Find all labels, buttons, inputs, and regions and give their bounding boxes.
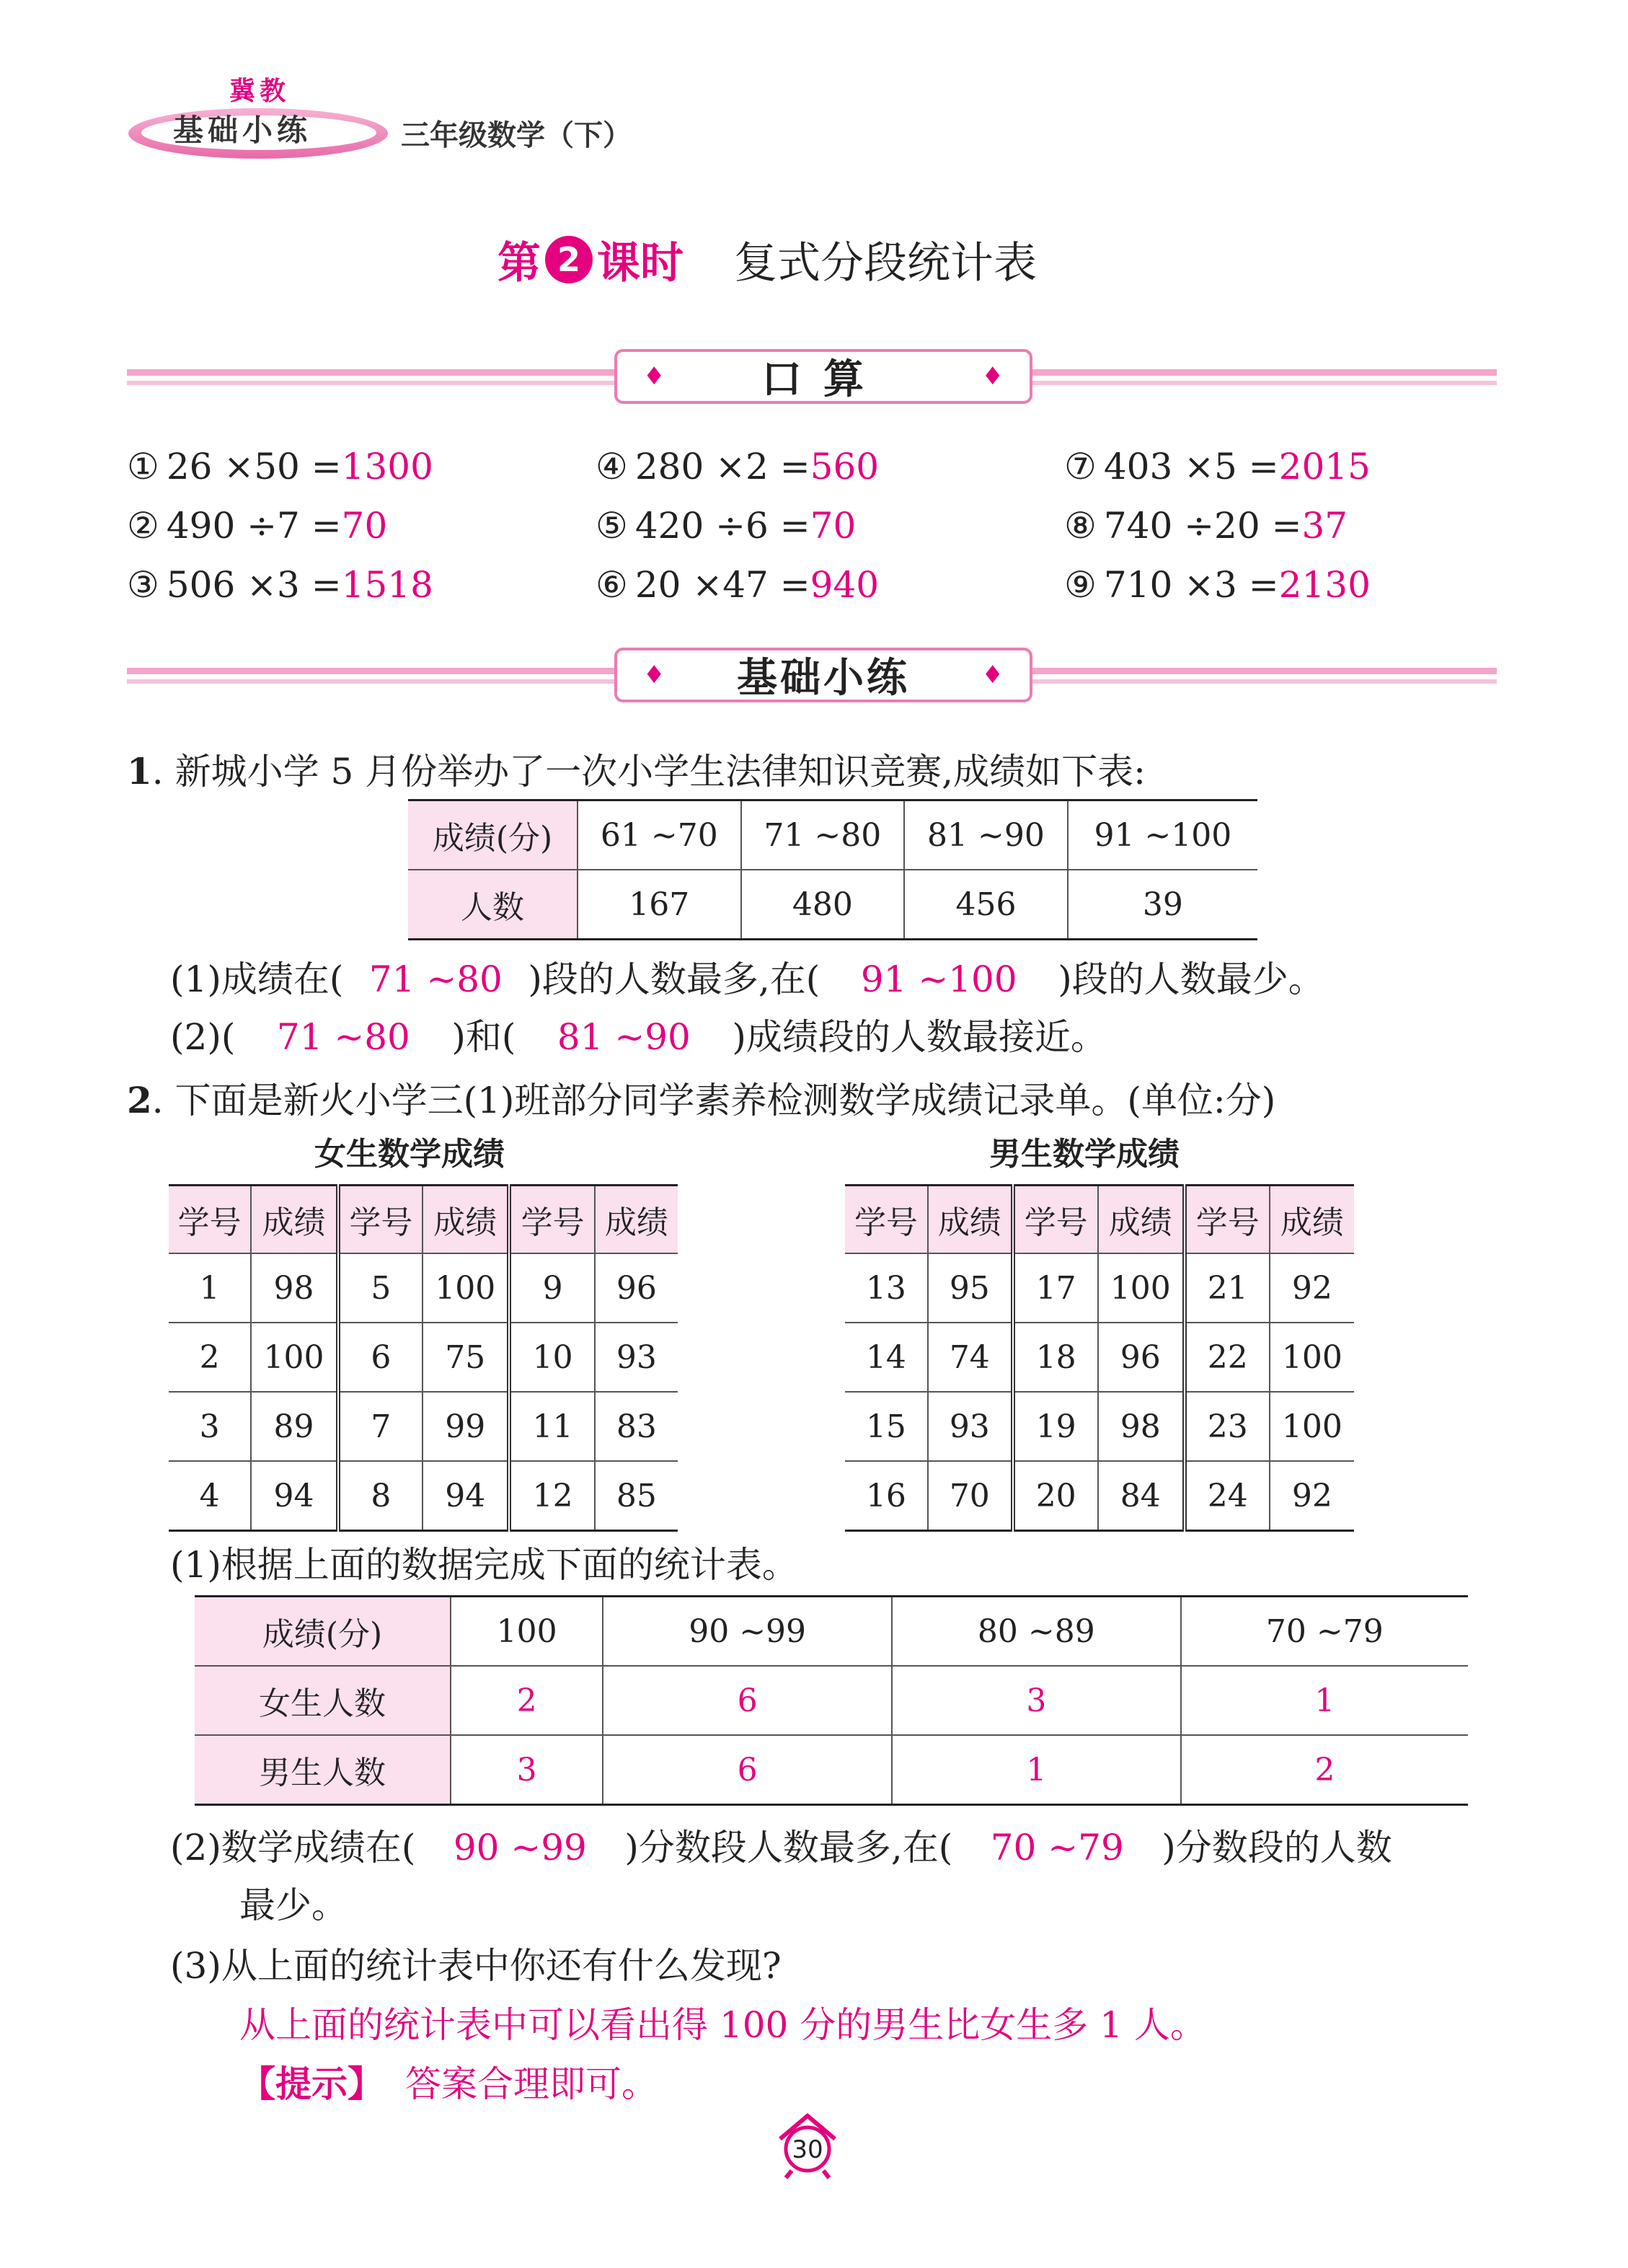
student-id-cell: 4 bbox=[169, 1461, 251, 1531]
column-header: 成绩 bbox=[423, 1186, 509, 1254]
column-header: 学号 bbox=[1013, 1186, 1098, 1254]
table-row bbox=[845, 1323, 1354, 1392]
score-cell: 98 bbox=[1098, 1392, 1185, 1461]
lesson-number-badge: 2 bbox=[545, 236, 593, 283]
table-header-row bbox=[845, 1186, 1354, 1254]
column-header: 学号 bbox=[169, 1186, 251, 1254]
diamond-icon: ♦ bbox=[981, 661, 1004, 689]
row-header-count: 人数 bbox=[408, 870, 578, 940]
table-row bbox=[195, 1735, 1468, 1805]
lesson-title: 复式分段统计表 bbox=[734, 238, 1037, 288]
expression: 490 ÷7 = bbox=[166, 505, 342, 547]
row-header-score: 成绩(分) bbox=[408, 800, 578, 870]
page-number-badge bbox=[773, 2110, 842, 2179]
table-row bbox=[169, 1253, 678, 1323]
column-header: 成绩 bbox=[928, 1186, 1013, 1254]
score-cell: 96 bbox=[1098, 1323, 1185, 1392]
sub-text: )分数段人数最多,在( bbox=[624, 1827, 953, 1868]
score-cell: 92 bbox=[1270, 1253, 1354, 1323]
diamond-icon: ♦ bbox=[981, 362, 1004, 391]
range-cell: 100 bbox=[451, 1597, 603, 1667]
answer-cell: 2 bbox=[1314, 1751, 1335, 1788]
answer: 2015 bbox=[1278, 446, 1371, 487]
table-row bbox=[408, 870, 1257, 940]
student-id-cell: 11 bbox=[509, 1392, 594, 1461]
question-1-text bbox=[127, 743, 1146, 795]
table-row bbox=[845, 1392, 1354, 1461]
question-2-sub1: (1)根据上面的数据完成下面的统计表。 bbox=[170, 1544, 798, 1586]
score-cell: 100 bbox=[423, 1253, 509, 1323]
score-cell: 93 bbox=[595, 1323, 678, 1392]
item-number: ① bbox=[127, 446, 159, 487]
oral-calc-item bbox=[1064, 505, 1348, 547]
brand-label: 基础小练 bbox=[173, 112, 312, 148]
range-cell: 91 ~100 bbox=[1068, 800, 1257, 870]
answer-blank: 91 ~100 bbox=[860, 958, 1017, 1000]
item-number: ⑨ bbox=[1064, 564, 1097, 606]
student-id-cell: 1 bbox=[169, 1253, 251, 1323]
expression: 20 ×47 = bbox=[634, 564, 810, 606]
table-row bbox=[169, 1392, 678, 1461]
sub-text: (2)( bbox=[170, 1016, 236, 1058]
item-number: ⑥ bbox=[596, 564, 628, 606]
count-cell: 480 bbox=[741, 870, 905, 940]
count-cell: 456 bbox=[904, 870, 1068, 940]
expression: 26 ×50 = bbox=[166, 446, 342, 487]
student-id-cell: 19 bbox=[1013, 1392, 1098, 1461]
row-header-boys: 男生人数 bbox=[195, 1735, 451, 1805]
answer-blank: 71 ~80 bbox=[368, 958, 503, 1000]
range-cell: 70 ~79 bbox=[1181, 1597, 1468, 1667]
boys-table-caption: 男生数学成绩 bbox=[989, 1136, 1180, 1173]
score-cell: 84 bbox=[1098, 1461, 1185, 1531]
table-row bbox=[845, 1461, 1354, 1531]
answer-cell: 6 bbox=[603, 1666, 892, 1735]
table-header-row bbox=[169, 1186, 678, 1254]
student-id-cell: 13 bbox=[845, 1253, 928, 1323]
student-id-cell: 23 bbox=[1185, 1392, 1270, 1461]
section-title-oral: 口算 bbox=[761, 356, 885, 403]
table-row bbox=[195, 1597, 1468, 1667]
oral-calc-item bbox=[127, 564, 433, 606]
student-id-cell: 21 bbox=[1185, 1253, 1270, 1323]
score-cell: 70 bbox=[928, 1461, 1013, 1531]
expression: 403 ×5 = bbox=[1103, 446, 1279, 487]
boys-score-table bbox=[845, 1184, 1354, 1532]
section-title-basic: 基础小练 bbox=[737, 655, 910, 702]
expression: 506 ×3 = bbox=[166, 564, 342, 606]
student-id-cell: 17 bbox=[1013, 1253, 1098, 1323]
student-id-cell: 18 bbox=[1013, 1323, 1098, 1392]
oral-calc-item bbox=[127, 505, 387, 547]
item-number: ⑤ bbox=[596, 505, 628, 547]
score-cell: 100 bbox=[1098, 1253, 1185, 1323]
expression: 420 ÷6 = bbox=[634, 505, 810, 547]
answer-cell: 2 bbox=[451, 1666, 603, 1735]
student-id-cell: 9 bbox=[509, 1253, 594, 1323]
summary-stat-table bbox=[195, 1595, 1468, 1806]
student-id-cell: 15 bbox=[845, 1392, 928, 1461]
answer-cell: 1 bbox=[1181, 1666, 1468, 1735]
student-id-cell: 5 bbox=[338, 1253, 423, 1323]
table-row bbox=[195, 1666, 1468, 1735]
sub-text: )段的人数最少。 bbox=[1058, 958, 1324, 1000]
table-row bbox=[169, 1323, 678, 1392]
expression: 710 ×3 = bbox=[1103, 564, 1279, 606]
lesson-prefix: 第 bbox=[497, 238, 541, 288]
score-cell: 95 bbox=[928, 1253, 1013, 1323]
column-header: 学号 bbox=[845, 1186, 928, 1254]
column-header: 成绩 bbox=[251, 1186, 337, 1254]
answer-cell: 6 bbox=[603, 1735, 892, 1805]
score-cell: 83 bbox=[595, 1392, 678, 1461]
competition-table bbox=[408, 799, 1257, 940]
answer: 560 bbox=[810, 446, 880, 487]
hint-text: 答案合理即可。 bbox=[405, 2063, 658, 2105]
sub-text: (1)成绩在( bbox=[170, 958, 344, 1000]
answer: 70 bbox=[810, 505, 857, 547]
item-number: ⑧ bbox=[1064, 505, 1097, 547]
score-cell: 100 bbox=[251, 1323, 337, 1392]
oral-calc-item bbox=[1064, 564, 1371, 606]
question-1-sub2 bbox=[170, 1008, 1107, 1060]
section-banner-oral bbox=[127, 349, 1497, 408]
answer: 1518 bbox=[341, 564, 433, 606]
question-2-text bbox=[127, 1072, 1275, 1124]
section-banner-basic bbox=[127, 648, 1497, 707]
question-2-body: . 下面是新火小学三(1)班部分同学素养检测数学成绩记录单。(单位:分) bbox=[151, 1080, 1276, 1121]
table-row bbox=[845, 1253, 1354, 1323]
column-header: 成绩 bbox=[1270, 1186, 1354, 1254]
girls-score-table bbox=[169, 1184, 678, 1532]
student-id-cell: 2 bbox=[169, 1323, 251, 1392]
student-id-cell: 8 bbox=[338, 1461, 423, 1531]
girls-table-caption: 女生数学成绩 bbox=[314, 1136, 505, 1173]
count-cell: 39 bbox=[1142, 886, 1183, 923]
oral-calc-item bbox=[127, 446, 433, 487]
score-cell: 98 bbox=[251, 1253, 337, 1323]
score-cell: 75 bbox=[423, 1323, 509, 1392]
answer: 1300 bbox=[341, 446, 433, 487]
answer-blank: 81 ~90 bbox=[557, 1016, 691, 1058]
column-header: 成绩 bbox=[1098, 1186, 1185, 1254]
item-number: ② bbox=[127, 505, 159, 547]
sub-text: )成绩段的人数最接近。 bbox=[732, 1016, 1107, 1058]
range-cell: 80 ~89 bbox=[892, 1597, 1181, 1667]
oral-calc-item bbox=[596, 564, 879, 606]
answer-cell: 3 bbox=[451, 1735, 603, 1805]
question-2-answer: 从上面的统计表中可以看出得 100 分的男生比女生多 1 人。 bbox=[239, 2004, 1206, 2046]
page-number: 30 bbox=[792, 2135, 823, 2164]
diamond-icon: ♦ bbox=[643, 661, 665, 689]
table-row bbox=[169, 1461, 678, 1531]
student-id-cell: 7 bbox=[338, 1392, 423, 1461]
sub-text: )和( bbox=[451, 1016, 516, 1058]
score-cell: 74 bbox=[928, 1323, 1013, 1392]
expression: 280 ×2 = bbox=[634, 446, 810, 487]
row-header-score: 成绩(分) bbox=[195, 1597, 451, 1667]
score-cell: 94 bbox=[423, 1461, 509, 1531]
column-header: 成绩 bbox=[595, 1186, 678, 1254]
publisher-label: 冀教 bbox=[229, 76, 291, 106]
oral-calc-item bbox=[596, 505, 856, 547]
score-cell: 93 bbox=[928, 1392, 1013, 1461]
range-cell: 90 ~99 bbox=[603, 1597, 892, 1667]
student-id-cell: 14 bbox=[845, 1323, 928, 1392]
range-cell: 71 ~80 bbox=[741, 800, 905, 870]
oral-calc-item bbox=[596, 446, 879, 487]
answer-blank: 70 ~79 bbox=[990, 1827, 1124, 1868]
sub-text: (2)数学成绩在( bbox=[170, 1827, 416, 1868]
student-id-cell: 3 bbox=[169, 1392, 251, 1461]
score-cell: 100 bbox=[1270, 1323, 1354, 1392]
column-header: 学号 bbox=[509, 1186, 594, 1254]
answer-cell: 3 bbox=[892, 1666, 1181, 1735]
question-1-sub1 bbox=[170, 950, 1324, 1002]
range-cell: 81 ~90 bbox=[904, 800, 1068, 870]
question-2-sub2 bbox=[170, 1819, 1392, 1871]
question-1-body: . 新城小学 5 月份举办了一次小学生法律知识竞赛,成绩如下表: bbox=[151, 751, 1146, 793]
student-id-cell: 16 bbox=[845, 1461, 928, 1531]
row-header-girls: 女生人数 bbox=[195, 1666, 451, 1735]
count-cell: 167 bbox=[578, 870, 741, 940]
grade-label: 三年级数学（下） bbox=[401, 119, 632, 152]
student-id-cell: 20 bbox=[1013, 1461, 1098, 1531]
score-cell: 89 bbox=[251, 1392, 337, 1461]
item-number: ⑦ bbox=[1064, 446, 1097, 487]
student-id-cell: 22 bbox=[1185, 1323, 1270, 1392]
question-1-number: 1 bbox=[127, 750, 152, 793]
hint-label: 【提示】 bbox=[239, 2063, 384, 2105]
answer-cell: 1 bbox=[892, 1735, 1181, 1805]
answer: 70 bbox=[341, 505, 388, 547]
column-header: 学号 bbox=[338, 1186, 423, 1254]
student-id-cell: 24 bbox=[1185, 1461, 1270, 1531]
score-cell: 100 bbox=[1270, 1392, 1354, 1461]
answer-blank: 90 ~99 bbox=[453, 1827, 587, 1868]
answer-blank: 71 ~80 bbox=[276, 1016, 410, 1058]
range-cell: 61 ~70 bbox=[578, 800, 741, 870]
student-id-cell: 12 bbox=[509, 1461, 594, 1531]
hint-line bbox=[239, 2055, 658, 2107]
answer: 2130 bbox=[1278, 564, 1371, 606]
diamond-icon: ♦ bbox=[643, 362, 665, 391]
item-number: ③ bbox=[127, 564, 159, 606]
answer: 37 bbox=[1301, 505, 1348, 547]
sub-text: )段的人数最多,在( bbox=[528, 958, 820, 1000]
question-2-sub2-cont: 最少。 bbox=[239, 1884, 348, 1926]
student-id-cell: 6 bbox=[338, 1323, 423, 1392]
score-cell: 85 bbox=[616, 1477, 657, 1514]
sub-text: )分数段的人数 bbox=[1162, 1827, 1392, 1868]
item-number: ④ bbox=[596, 446, 628, 487]
question-2-number: 2 bbox=[127, 1079, 152, 1121]
answer: 940 bbox=[810, 564, 880, 606]
lesson-suffix: 课时 bbox=[597, 238, 684, 288]
score-cell: 96 bbox=[595, 1253, 678, 1323]
oral-calc-item bbox=[1064, 446, 1371, 487]
column-header: 学号 bbox=[1185, 1186, 1270, 1254]
score-cell: 94 bbox=[251, 1461, 337, 1531]
table-row bbox=[408, 800, 1257, 870]
question-2-sub3: (3)从上面的统计表中你还有什么发现? bbox=[170, 1945, 782, 1987]
lesson-heading bbox=[497, 231, 1037, 288]
score-cell: 99 bbox=[423, 1392, 509, 1461]
student-id-cell: 10 bbox=[509, 1323, 594, 1392]
score-cell: 92 bbox=[1291, 1477, 1332, 1514]
expression: 740 ÷20 = bbox=[1103, 505, 1302, 547]
